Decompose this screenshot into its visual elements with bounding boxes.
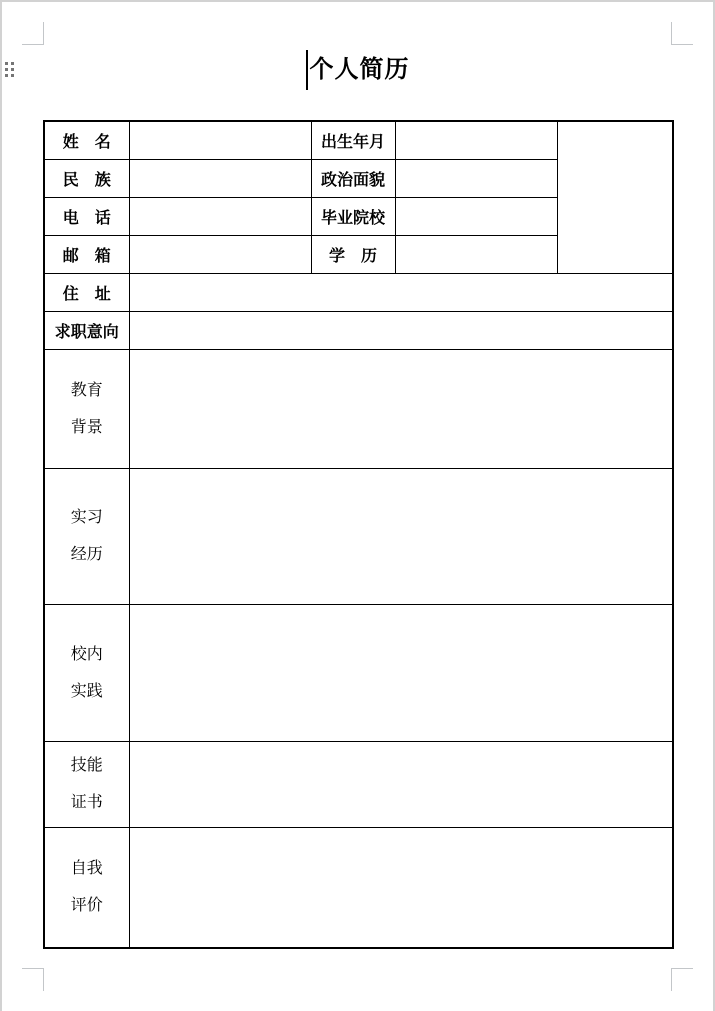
margin-corner-mark-top-left-icon (22, 22, 44, 45)
self-evaluation-label (44, 827, 129, 948)
page-title[interactable]: 个人简历 (309, 56, 410, 83)
title-row (0, 47, 715, 93)
margin-corner-mark-bottom-right-icon (671, 968, 693, 991)
ethnicity-value-cell[interactable] (129, 159, 311, 197)
table-row (44, 468, 673, 604)
education-background-label-line1: 教育 (70, 381, 103, 399)
name-label: 姓 名 (44, 121, 129, 159)
degree-value-cell[interactable] (395, 235, 557, 273)
job-objective-value-cell[interactable] (129, 311, 673, 349)
internship-experience-label-line2: 经历 (70, 546, 103, 563)
email-value-cell[interactable] (129, 235, 311, 273)
education-background-content-cell[interactable] (129, 349, 673, 468)
graduate-school-value-cell[interactable] (395, 197, 557, 235)
internship-experience-content-cell[interactable] (129, 468, 673, 604)
table-row (44, 121, 673, 159)
graduate-school-label: 毕业院校 (311, 197, 395, 235)
table-row (44, 273, 673, 311)
education-background-label (44, 349, 129, 468)
address-value-cell[interactable] (129, 273, 673, 311)
birth-date-value-cell[interactable] (395, 121, 557, 159)
address-label: 住 址 (44, 273, 129, 311)
table-row (44, 604, 673, 741)
phone-value-cell[interactable] (129, 197, 311, 235)
photo-cell[interactable] (557, 121, 673, 273)
name-value-cell[interactable] (129, 121, 311, 159)
self-evaluation-content-cell[interactable] (129, 827, 673, 948)
table-row (44, 311, 673, 349)
resume-table (43, 120, 674, 949)
skill-certificates-label-line1: 技能 (70, 757, 103, 774)
page-edge-top (0, 0, 715, 2)
table-row (44, 349, 673, 468)
political-status-value-cell[interactable] (395, 159, 557, 197)
political-status-label: 政治面貌 (311, 159, 395, 197)
campus-practice-content-cell[interactable] (129, 604, 673, 741)
job-objective-label: 求职意向 (44, 311, 129, 349)
skill-certificates-content-cell[interactable] (129, 741, 673, 827)
campus-practice-label (44, 604, 129, 741)
text-caret-icon (306, 50, 308, 90)
email-label: 邮 箱 (44, 235, 129, 273)
skill-certificates-label (44, 741, 129, 827)
internship-experience-label (44, 468, 129, 604)
phone-label: 电 话 (44, 197, 129, 235)
page-edge-left (0, 0, 2, 1011)
internship-experience-label-line1: 实习 (70, 509, 103, 526)
education-background-label-line2: 背景 (70, 418, 103, 436)
campus-practice-label-line2: 实践 (70, 682, 103, 700)
birth-date-label: 出生年月 (311, 121, 395, 159)
table-row (44, 827, 673, 948)
degree-label: 学 历 (311, 235, 395, 273)
self-evaluation-label-line1: 自我 (70, 860, 103, 878)
skill-certificates-label-line2: 证书 (70, 794, 103, 811)
margin-corner-mark-bottom-left-icon (22, 968, 44, 991)
campus-practice-label-line1: 校内 (70, 645, 103, 663)
ethnicity-label: 民 族 (44, 159, 129, 197)
table-row (44, 741, 673, 827)
margin-corner-mark-top-right-icon (671, 22, 693, 45)
self-evaluation-label-line2: 评价 (70, 897, 103, 915)
